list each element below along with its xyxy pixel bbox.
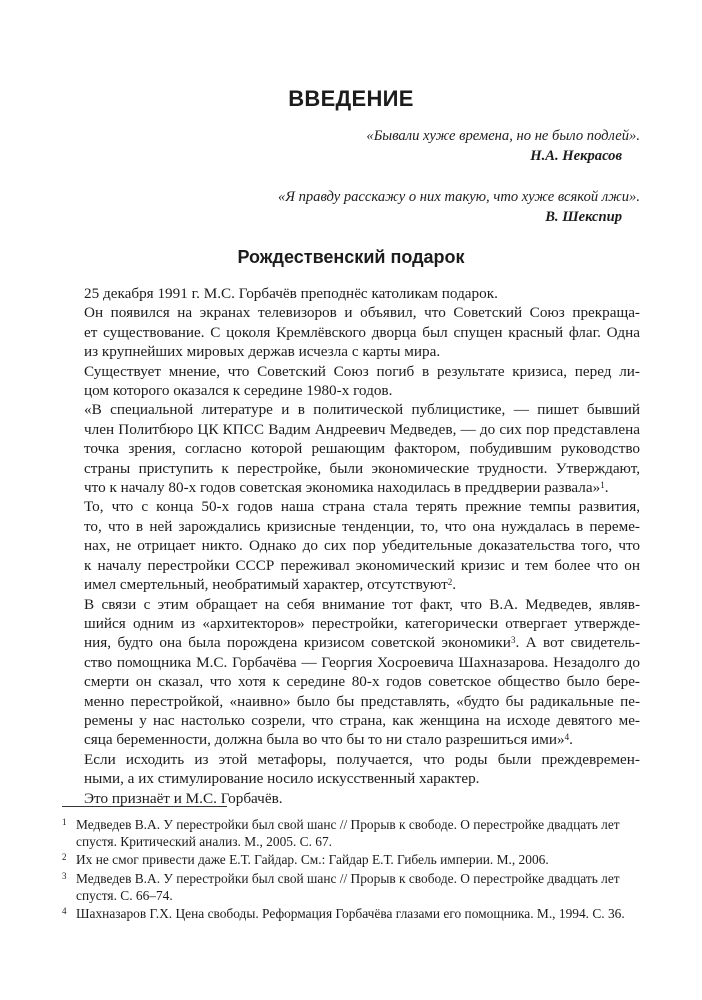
text-line: шийся одним из «архитекторов» перестройки, категорически отвергает утвержде- [84,614,640,632]
text-line [62,575,640,594]
paragraph [62,303,640,361]
text-line: Если исходить из этой метафоры, получается, что роды были преждевремен- [84,750,640,768]
paragraph [62,400,640,497]
paragraph [62,497,640,594]
paragraph [62,595,640,750]
text-fragment: что к началу 80-х годов советская экономика находилась в преддверии развала» [84,479,601,497]
text-fragment: сяца беременности, должна была во что бы то ни стало разрешиться ими» [84,731,565,749]
body-text [62,284,640,808]
text-line: Это признаёт и М.С. Горбачёв. [84,789,283,807]
text-line: член Политбюро ЦК КПСС Вадим Андреевич Медведев, — до сих пор представлена [84,420,640,438]
text-line: то, что в ней зарождались кризисные тенденции, то, что она нуждалась в переме- [84,517,640,535]
footnote-ref[interactable]: 1 [600,480,605,491]
footnote-item [62,870,640,904]
paragraph [62,284,640,303]
footnote-item [62,851,640,868]
epigraph-quote: «Я правду расскажу о них такую, что хуже всякой лжи». [278,189,640,205]
footnote-ref[interactable]: 3 [510,635,516,646]
text-fragment: . [569,731,573,749]
text-line: точка зрения, согласно которой решающим фактором, побудившим руководство [84,440,640,458]
epigraph-1 [62,126,640,166]
footnote-divider [62,806,227,807]
text-fragment: ния, будто она была порождена кризисом советской экономики [84,634,511,652]
footnote-item [62,816,640,850]
text-line: Он появился на экранах телевизоров и объявил, что Советский Союз прекраща- [84,304,640,322]
footnote-item [62,905,640,922]
text-line: менно перестройкой, «наивно» было бы представлять, «будто бы радикальные пе- [84,692,640,710]
text-line [62,730,640,749]
text-line: цом которого оказался к середине 1980-х годов. [84,382,393,400]
epigraph-quote: «Бывали хуже времена, но не было подлей». [366,128,640,144]
text-line: ство помощника М.С. Горбачёва — Георгия Хосроевича Шахназарова. Незадолго до [84,653,640,671]
text-fragment: . [452,576,457,594]
footnote-text: Медведев В.А. У перестройки был свой шанс // Прорыв к свободе. О перестройке двадцать лет спустя. С. 66–74. [76,870,620,903]
footnote-text: Их не смог привести даже Е.Т. Гайдар. См.: Гайдар Е.Т. Гибель империи. М., 2006. [76,852,549,868]
footnote-number: 2 [62,852,67,863]
footnote-number: 1 [62,817,67,827]
footnote-number: 4 [62,906,67,917]
paragraph [62,750,640,789]
text-line: ремены у нас настолько созрели, что страна, как женщина на исходе девятого ме- [84,711,640,729]
footnote-number: 3 [62,870,67,881]
text-line [62,633,640,652]
footnote-text: Шахназаров Г.Х. Цена свободы. Реформация Горбачёва глазами его помощника. М., 1994. С. 36. [76,906,625,922]
text-fragment: имел смертельный, необратимый характер, отсутствуют [84,576,448,594]
text-line: страны приступить к перестройке, были экономические трудности. Утверждают, [84,459,640,477]
text-line: из крупнейших мировых держав исчезла с карты мира. [84,343,441,361]
chapter-heading: ВВЕДЕНИЕ [288,86,414,111]
text-line: ными, а их стимулирование носило искусственный характер. [84,770,480,788]
text-fragment: . [604,479,609,497]
footnote-ref[interactable]: 2 [447,577,453,588]
epigraph-2 [62,187,640,227]
epigraph-author: В. Шекспир [545,209,622,225]
epigraph-author: Н.А. Некрасов [530,148,622,164]
footnotes [62,816,640,923]
paragraph [62,362,640,401]
text-line: нах, не отрицает никто. Однако до сих пор убедительные доказательства того, что [84,537,640,555]
text-line: 25 декабря 1991 г. М.С. Горбачёв преподнёс католикам подарок. [84,285,498,302]
section-title: Рождественский подарок [237,247,465,267]
text-line [62,478,640,497]
text-line: смерти он сказал, что хотя к середине 80-х годов советское общество было бере- [84,673,640,691]
footnote-text: Медведев В.А. У перестройки был свой шанс // Прорыв к свободе. О перестройке двадцать лет спустя. Критический анализ. М., 2005. С. 67. [76,817,620,850]
text-line: «В специальной литературе и в политической публицистике, — пишет бывший [84,401,640,419]
text-line: к началу перестройки СССР переживал экономический кризис и тем более что он [84,556,640,574]
footnote-ref[interactable]: 4 [564,732,570,743]
text-line: Существует мнение, что Советский Союз погиб в результате кризиса, перед ли- [84,362,640,380]
text-line: В связи с этим обращает на себя внимание тот факт, что В.А. Медведев, являв- [84,595,640,613]
text-line: То, что с конца 50-х годов наша страна стала терять прежние темпы развития, [84,498,640,516]
text-line: ет существование. С цоколя Кремлёвского дворца был спущен красный флаг. Одна [84,323,640,341]
text-fragment: . А вот свидетель- [515,634,641,652]
